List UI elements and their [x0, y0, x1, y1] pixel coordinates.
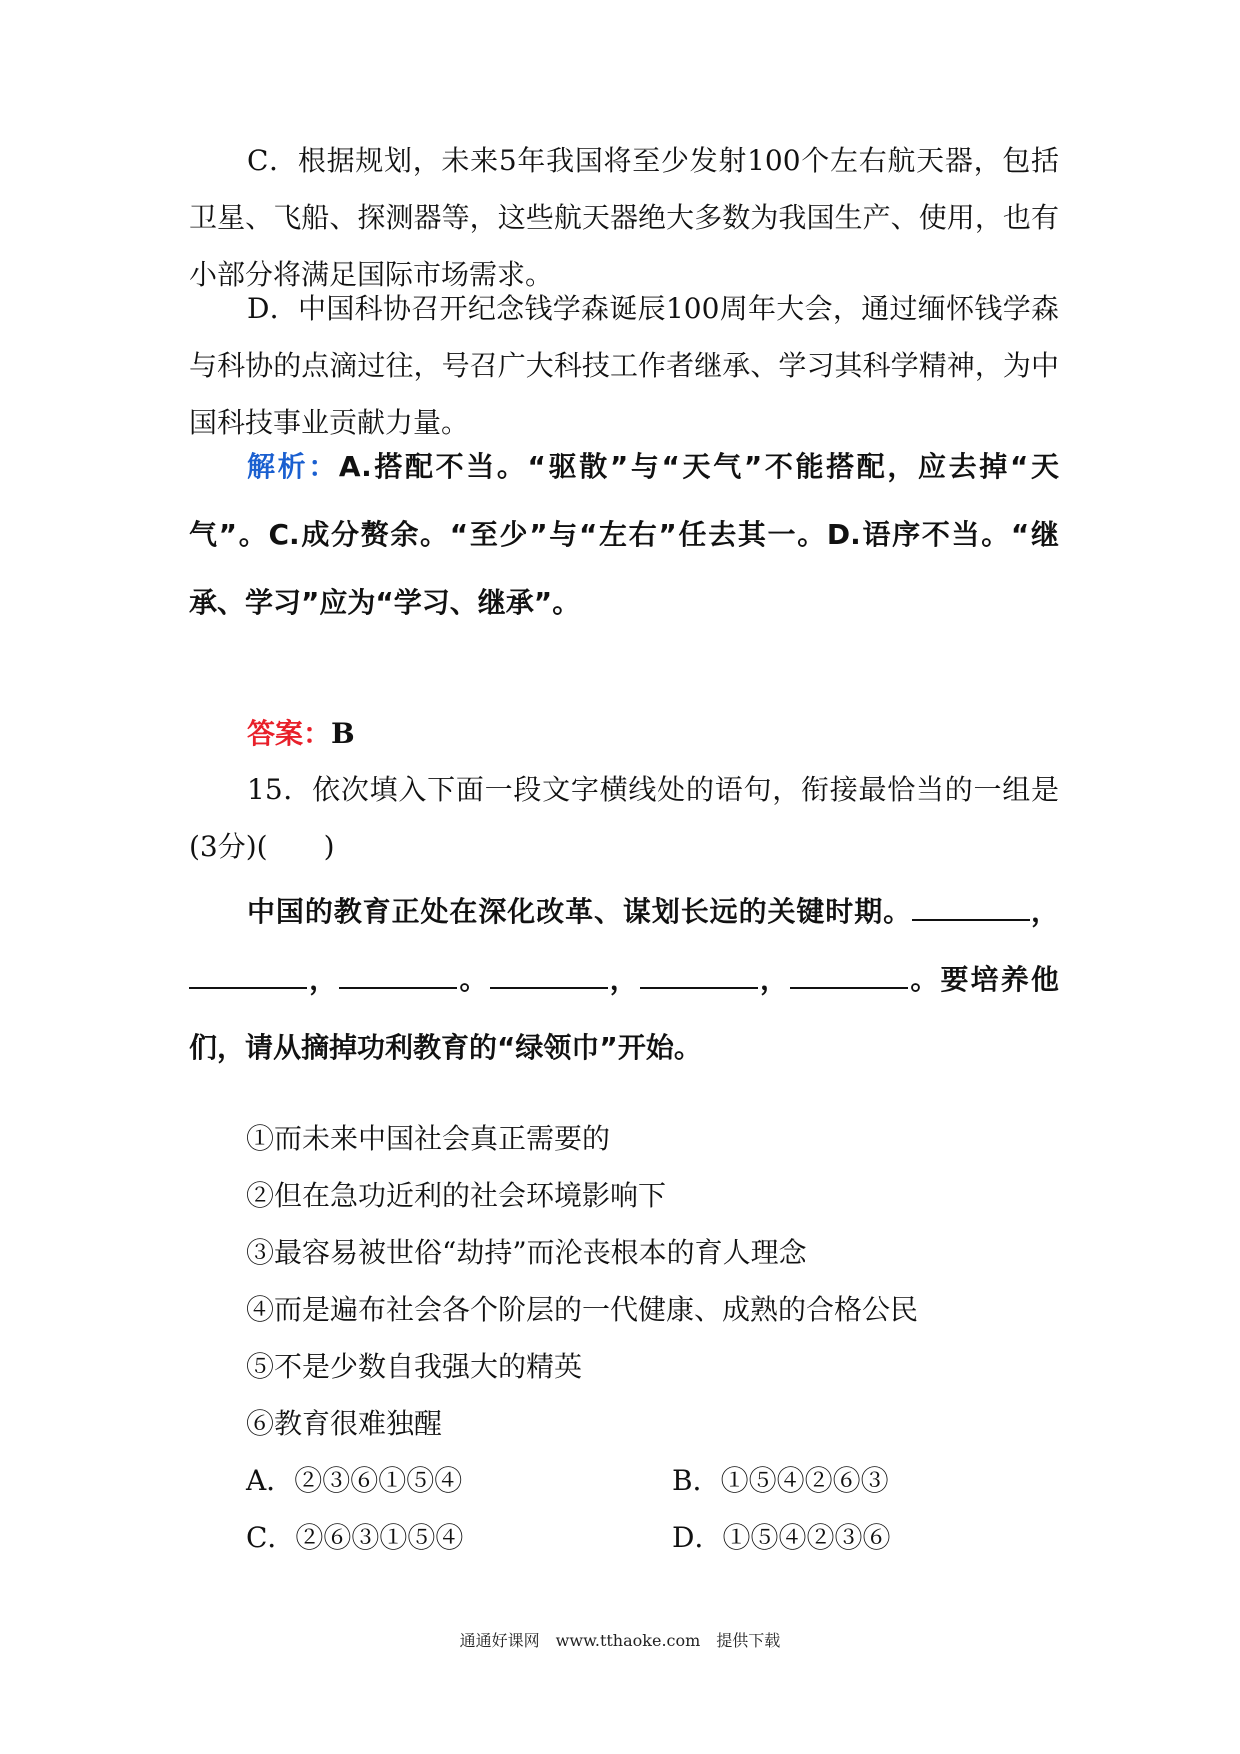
page-footer: 通通好课网 www.tthaoke.com 提供下载	[459, 1631, 781, 1650]
sentence-6: ⑥教育很难独醒	[246, 1407, 443, 1440]
choice-b: B．①⑤④②⑥③	[672, 1464, 889, 1497]
blank-1	[912, 893, 1030, 921]
sentence-3: ③最容易被世俗“劫持”而沦丧根本的育人理念	[246, 1236, 807, 1269]
sentence-5: ⑤不是少数自我强大的精英	[246, 1350, 583, 1383]
answer-label: 答案：	[247, 717, 332, 750]
choice-d: D．①⑤④②③⑥	[672, 1521, 891, 1554]
choice-a: A．②③⑥①⑤④	[246, 1464, 463, 1497]
answer-value: B	[331, 717, 355, 750]
blank-4	[490, 961, 608, 989]
passage-tail-1: 要培养他们，	[189, 963, 1059, 1064]
option-c-text: C．根据规划，未来5年我国将至少发射100个左右航天器，包括卫星、飞船、探测器等，这些航天器绝大多数为我国生产、使用，也有小部分将满足国际市场需求。	[189, 144, 1059, 291]
analysis-text: A.搭配不当。“驱散”与“天气”不能搭配，应去掉“天气”。C.成分赘余。“至少”与“左右”任去其一。D.语序不当。“继承、学习”应为“学习、继承”。	[189, 450, 1059, 619]
punct: ，	[307, 963, 340, 996]
analysis-label: 解析：	[247, 450, 339, 483]
question-15-prompt: 15．依次填入下面一段文字横线处的语句，衔接最恰当的一组是(3分)( )	[189, 773, 1059, 863]
sentence-4: ④而是遍布社会各个阶层的一代健康、成熟的合格公民	[246, 1293, 919, 1326]
sentence-2: ②但在急功近利的社会环境影响下	[246, 1179, 667, 1212]
blank-3	[339, 961, 457, 989]
blank-6	[790, 961, 908, 989]
passage-intro: 中国的教育正处在深化改革、谋划长远的关键时期。	[247, 895, 913, 928]
punct: ，	[607, 963, 640, 996]
answer-line	[189, 705, 1059, 762]
passage-paragraph	[189, 878, 1059, 1082]
choice-c: C．②⑥③①⑤④	[246, 1521, 464, 1554]
punct: 。	[908, 963, 941, 996]
sentence-1: ①而未来中国社会真正需要的	[246, 1122, 611, 1155]
punct: ，	[1030, 895, 1059, 928]
passage-tail-2: 请从摘掉功利教育的“绿领巾”开始。	[245, 1031, 702, 1064]
blank-2	[189, 961, 307, 989]
punct: ，	[757, 963, 791, 996]
analysis-paragraph	[189, 433, 1059, 637]
option-d-text	[189, 280, 1059, 451]
blank-5	[640, 961, 758, 989]
option-d-content: D．中国科协召开纪念钱学森诞辰100周年大会，通过缅怀钱学森与科协的点滴过往，号召广大科技工作者继承、学习其科学精神，为中国科技事业贡献力量。	[189, 292, 1059, 439]
punct: 。	[457, 963, 490, 996]
